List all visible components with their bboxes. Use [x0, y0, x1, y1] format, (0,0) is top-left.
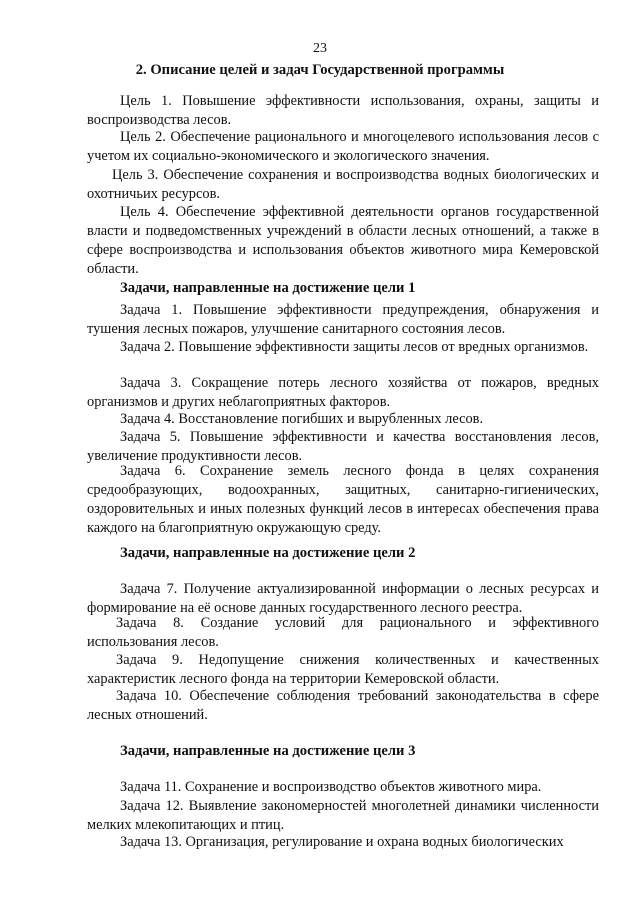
task-8-paragraph: Задача 8. Создание условий для рационального и эффективного использования лесов. [87, 615, 599, 650]
task-5-paragraph: Задача 5. Повышение эффективности и качества восстановления лесов, увеличение продуктивности лесов. [87, 429, 599, 464]
task-1-paragraph: Задача 1. Повышение эффективности предупреждения, обнаружения и тушения лесных пожаров, улучшение санитарного состояния лесов. [87, 302, 599, 337]
task-10-paragraph: Задача 10. Обеспечение соблюдения требований законодательства в сфере лесных отношений. [87, 688, 599, 723]
goal-1-paragraph: Цель 1. Повышение эффективности использования, охраны, защиты и воспроизводства лесов. [87, 93, 599, 128]
goal-4-paragraph: Цель 4. Обеспечение эффективной деятельности органов государственной власти и подведомственных учреждений в области лесных отношений, а также в сфере воспроизводства и использования объектов животного мира Кемеровской области. [87, 204, 599, 277]
goal-3-paragraph: Цель 3. Обеспечение сохранения и воспроизводства водных биологических и охотничьих ресурсов. [87, 167, 599, 202]
task-6-paragraph: Задача 6. Сохранение земель лесного фонда в целях сохранения средообразующих, водоохранных, защитных, санитарно-гигиенических, оздоровительных и иных полезных функций лесов в интересах обеспечения права каждого на благоприятную окружающую среду. [87, 463, 599, 536]
task-4-paragraph: Задача 4. Восстановление погибших и вырубленных лесов. [120, 411, 484, 427]
task-3-paragraph: Задача 3. Сокращение потерь лесного хозяйства от пожаров, вредных организмов и других неблагоприятных факторов. [87, 375, 599, 410]
section-title: 2. Описание целей и задач Государственной программы [135, 62, 505, 78]
task-7-paragraph: Задача 7. Получение актуализированной информации о лесных ресурсах и формирование на её основе данных государственного лесного реестра. [87, 581, 599, 616]
goal-1-tasks-heading: Задачи, направленные на достижение цели 1 [120, 280, 416, 296]
task-13-paragraph: Задача 13. Организация, регулирование и охрана водных биологических [120, 834, 564, 850]
goal-2-tasks-heading: Задачи, направленные на достижение цели 2 [120, 545, 416, 561]
task-9-paragraph: Задача 9. Недопущение снижения количественных и качественных характеристик лесного фонда на территории Кемеровской области. [87, 652, 599, 687]
task-2-paragraph: Задача 2. Повышение эффективности защиты лесов от вредных организмов. [120, 339, 589, 355]
goal-3-tasks-heading: Задачи, направленные на достижение цели 3 [120, 743, 416, 759]
page-number: 23 [313, 41, 327, 56]
task-12-paragraph: Задача 12. Выявление закономерностей многолетней динамики численности мелких млекопитающих и птиц. [87, 798, 599, 833]
task-11-paragraph: Задача 11. Сохранение и воспроизводство объектов животного мира. [120, 779, 542, 795]
goal-2-paragraph: Цель 2. Обеспечение рационального и многоцелевого использования лесов с учетом их социально-экономического и экологического значения. [87, 129, 599, 164]
